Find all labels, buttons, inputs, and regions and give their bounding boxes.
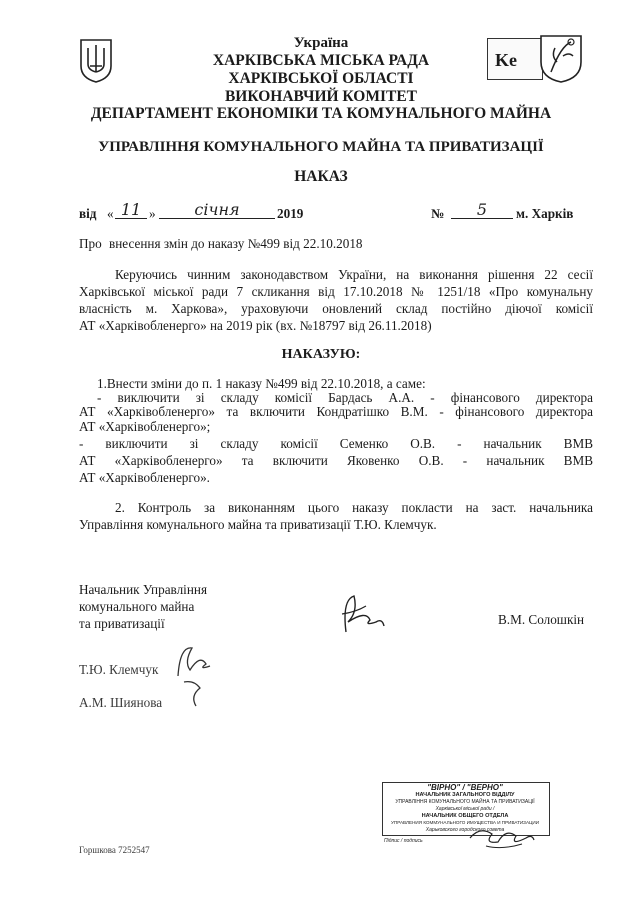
cert-line-2: НАЧАЛЬНИК ЗАГАЛЬНОГО ВІДДІЛУ bbox=[415, 792, 515, 798]
preamble-line-1: Керуючись чинним законодавством України, на виконання рішення 22 сесії bbox=[115, 267, 593, 282]
preamble-line-2: Харківської міської ради 7 скликання від 17.10.2018 № 1251/18 «Про комунальну bbox=[79, 284, 593, 299]
header-council: ХАРКІВСЬКА МІСЬКА РАДА bbox=[212, 52, 430, 69]
item1a-line-2: АТ «Харківобленерго» та включити Кондратішко В.М. - фінансового директора bbox=[79, 404, 593, 419]
header-country: Україна bbox=[293, 35, 349, 51]
subject-text: внесення змін до наказу №499 від 22.10.2018 bbox=[109, 236, 363, 251]
item1-intro: 1.Внести зміни до п. 1 наказу №499 від 22.10.2018, а саме: bbox=[97, 376, 426, 391]
header-department: ДЕПАРТАМЕНТ ЕКОНОМІКИ ТА КОМУНАЛЬНОГО МАЙНА bbox=[90, 105, 552, 122]
preamble-line-3: власність м. Харкова», ураховуючи оновлений склад постійно діючої комісії bbox=[79, 301, 593, 316]
subject-prefix: Про bbox=[79, 236, 102, 251]
cert-line-1: "ВІРНО" / "ВЕРНО" bbox=[427, 783, 503, 792]
head-signature bbox=[336, 592, 386, 636]
signatory-title-3: та приватизації bbox=[79, 616, 165, 631]
document-type: НАКАЗ bbox=[294, 168, 348, 185]
header-region: ХАРКІВСЬКОЇ ОБЛАСТІ bbox=[228, 70, 414, 87]
item1b-line-3: АТ «Харківобленерго». bbox=[79, 470, 210, 485]
approver-1: Т.Ю. Клемчук bbox=[79, 662, 159, 677]
cert-line-8: Підпис / подпись bbox=[384, 838, 423, 844]
certification-stamp bbox=[382, 782, 552, 862]
date-line bbox=[79, 200, 594, 225]
item2-line-1: 2. Контроль за виконанням цього наказу покласти на заст. начальника bbox=[115, 500, 593, 515]
executor-note: Горшкова 7252547 bbox=[79, 845, 150, 855]
date-day: 11 bbox=[115, 201, 147, 219]
city: м. Харків bbox=[516, 206, 574, 221]
header-committee: ВИКОНАВЧИЙ КОМІТЕТ bbox=[224, 88, 418, 105]
cert-line-5: НАЧАЛЬНИК ОБЩЕГО ОТДЕЛА bbox=[421, 813, 509, 819]
signatory-title-1: Начальник Управління bbox=[79, 582, 208, 597]
quote-open: « bbox=[107, 206, 114, 221]
item1b-line-1: - виключити зі складу комісії Семенко О.В. - начальник ВМВ bbox=[79, 436, 593, 451]
number-label: № bbox=[431, 206, 445, 221]
directorate-title: УПРАВЛІННЯ КОМУНАЛЬНОГО МАЙНА ТА ПРИВАТИЗАЦІЇ bbox=[98, 139, 544, 155]
order-word: НАКАЗУЮ: bbox=[281, 347, 361, 362]
item1b-line-2: АТ «Харківобленерго» та включити Яковенко О.В. - начальник ВМВ bbox=[79, 453, 593, 468]
cert-line-7: Харьковского городского совета bbox=[425, 827, 505, 833]
date-month: січня bbox=[159, 201, 275, 219]
cert-line-6: УПРАВЛЕНИЯ КОММУНАЛЬНОГО ИМУЩЕСТВА И ПРИВАТИЗАЦИИ bbox=[390, 820, 540, 825]
item1a-line-1: - виключити зі складу комісії Бардась А.А. - фінансового директора bbox=[97, 390, 593, 405]
certification-signature bbox=[466, 816, 536, 852]
item2-line-2: Управління комунального майна та приватизації Т.Ю. Клемчук. bbox=[79, 517, 437, 532]
signatory-name: В.М. Солошкін bbox=[498, 612, 585, 627]
order-number: 5 bbox=[451, 201, 513, 219]
quote-close: » bbox=[149, 206, 156, 221]
item1a-line-3: АТ «Харківобленерго»; bbox=[79, 419, 211, 434]
date-year: 2019 bbox=[277, 206, 304, 221]
stamp-text: Ke bbox=[495, 50, 517, 70]
approval-signature bbox=[170, 640, 220, 710]
approver-2: А.М. Шиянова bbox=[79, 695, 163, 710]
date-prefix: від bbox=[79, 206, 97, 221]
cert-line-4: Харківської міської ради / bbox=[435, 806, 495, 812]
signatory-title-2: комунального майна bbox=[79, 599, 195, 614]
subject-line bbox=[79, 235, 363, 252]
cert-line-3: УПРАВЛІННЯ КОМУНАЛЬНОГО МАЙНА ТА ПРИВАТИЗАЦІЇ bbox=[395, 799, 535, 805]
preamble-line-4: АТ «Харківобленерго» на 2019 рік (вх. №18797 від 26.11.2018) bbox=[79, 318, 432, 333]
